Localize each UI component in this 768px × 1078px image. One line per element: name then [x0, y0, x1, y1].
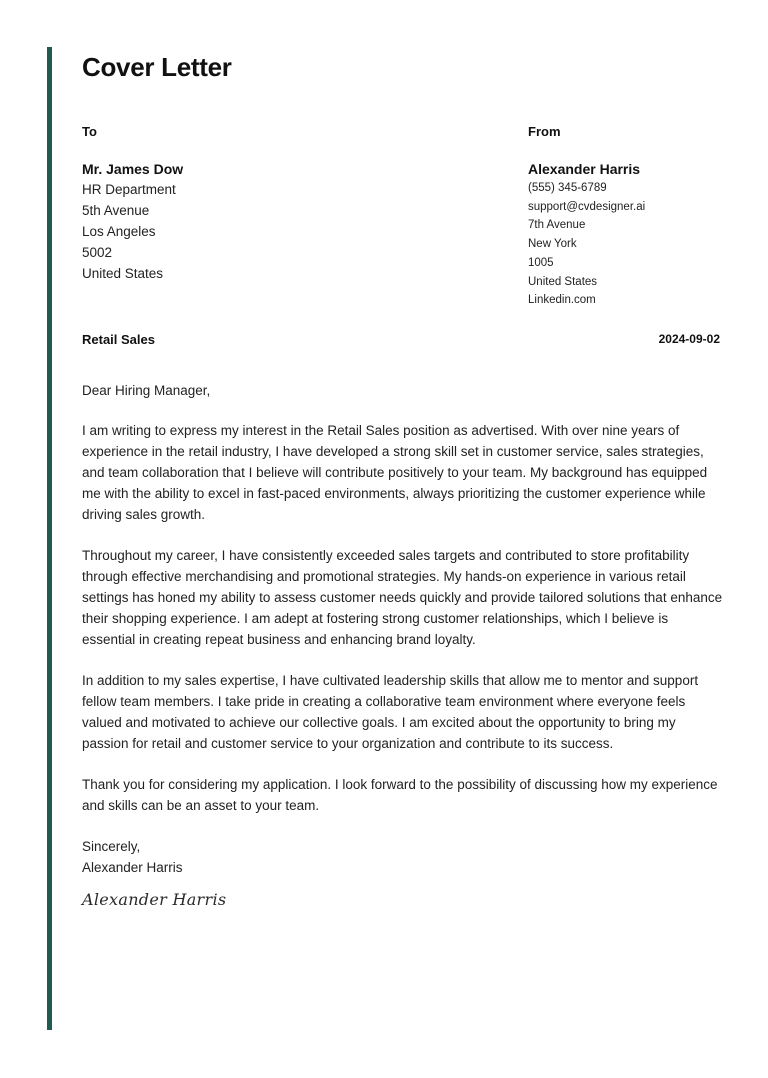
sender-email: support@cvdesigner.ai [528, 200, 646, 213]
salutation: Dear Hiring Manager, [82, 383, 211, 398]
sender-block [528, 125, 738, 310]
recipient-line: Los Angeles [82, 224, 156, 239]
closing [82, 836, 724, 878]
recipient-block [82, 125, 462, 284]
recipient-line: United States [82, 266, 164, 281]
sender-name: Alexander Harris [528, 161, 641, 177]
accent-bar [47, 47, 52, 1030]
body-paragraph: In addition to my sales expertise, I have cultivated leadership skills that allow me to mentor and support fellow team members. I take pride in creating a collaborative team environment where everyone feels valued and motivated to achieve our collective goals. I am excited about the opportunity to bring my passion for retail and customer service to your organization and contribute to its success. [82, 673, 699, 751]
sender-postcode: 1005 [528, 256, 554, 269]
sender-phone: (555) 345-6789 [528, 182, 607, 194]
closing-name: Alexander Harris [82, 860, 183, 875]
recipient-line: 5002 [82, 245, 113, 260]
body-paragraph: I am writing to express my interest in the Retail Sales position as advertised. With over nine years of experience in the retail industry, I have developed a strong skill set in customer service, sales strategies, and team collaboration that I believe will contribute positively to your team. My background has equipped me with the ability to excel in fast-paced environments, always prioritizing the customer experience while driving sales growth. [82, 423, 708, 522]
recipient-heading: To [82, 124, 97, 139]
page-title: Cover Letter [82, 52, 232, 82]
sender-website: Linkedin.com [528, 294, 596, 307]
closing-phrase: Sincerely, [82, 839, 141, 854]
recipient-line: HR Department [82, 182, 176, 197]
body-paragraph: Throughout my career, I have consistently exceeded sales targets and contributed to store profitability through effective merchandising and promotional strategies. My hands-on experience in various retail settings has honed my ability to assess customer needs quickly and provide tailored solutions that enhance their shopping experience. I am adept at fostering strong customer relationships, which I believe is essential in creating repeat business and enhancing brand loyalty. [82, 548, 723, 647]
recipient-name: Mr. James Dow [82, 161, 184, 177]
letter-body [82, 380, 724, 898]
recipient-line: 5th Avenue [82, 203, 150, 218]
letter-meta [82, 332, 720, 347]
position-title: Retail Sales [82, 332, 155, 347]
body-paragraph: Thank you for considering my application. I look forward to the possibility of discussing how my experience and skills can be an asset to your team. [82, 777, 718, 813]
letter-date: 2024-09-02 [658, 332, 720, 346]
sender-heading: From [528, 124, 561, 139]
signature: Alexander Harris [82, 890, 227, 909]
sender-city: New York [528, 238, 577, 251]
sender-street: 7th Avenue [528, 219, 586, 232]
sender-country: United States [528, 275, 598, 288]
